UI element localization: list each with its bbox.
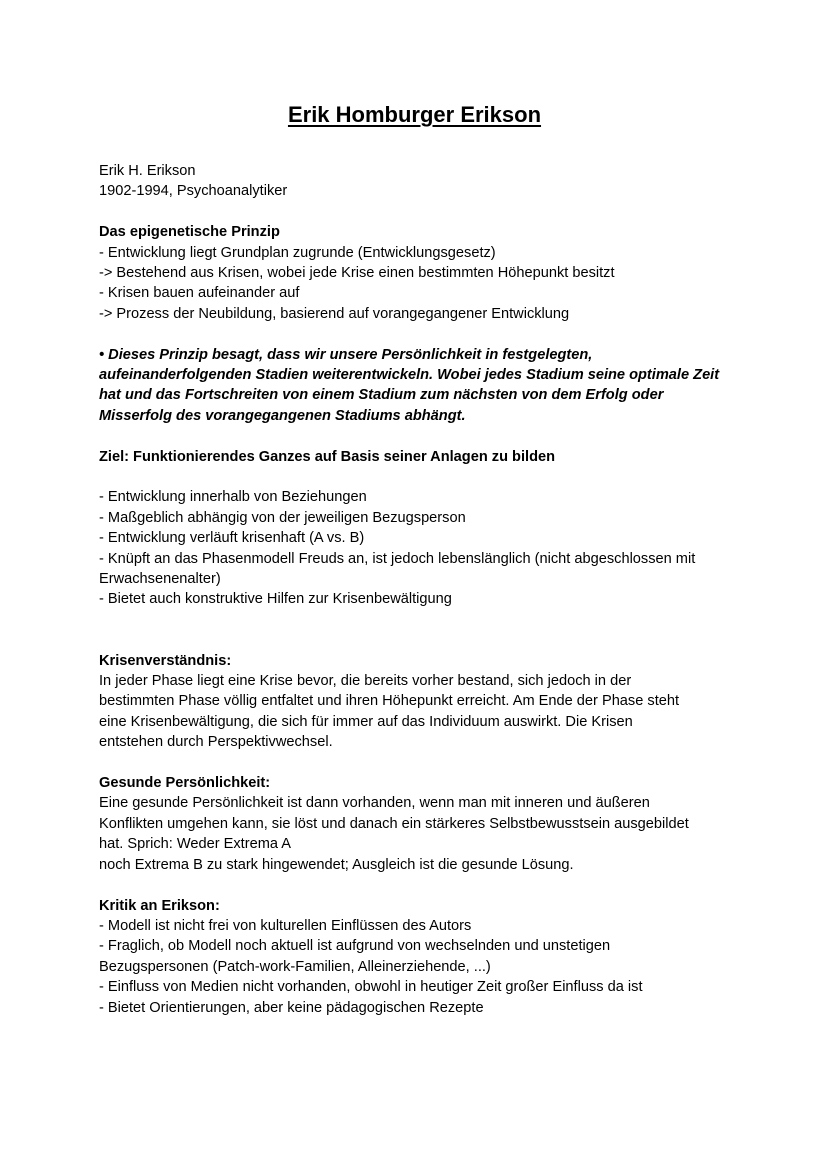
critique-line: - Fraglich, ob Modell noch aktuell ist aufgrund von wechselnden und unstetigen (99, 938, 611, 955)
epigenetic-point: - Krisen bauen aufeinander auf (99, 285, 300, 302)
epigenetic-point: - Entwicklung liegt Grundplan zugrunde (Entwicklungsgesetz) (99, 244, 496, 261)
spacer (99, 202, 730, 222)
development-point: Erwachsenenalter) (99, 571, 221, 588)
author-intro (99, 161, 730, 202)
healthy-personality-section (99, 773, 730, 875)
epigenetic-point: -> Bestehend aus Krisen, wobei jede Krise einen bestimmten Höhepunkt besitzt (99, 265, 615, 282)
principle-line: • Dieses Prinzip besagt, dass wir unsere Persönlichkeit in festgelegten, (99, 346, 593, 363)
healthy-line: Eine gesunde Persönlichkeit ist dann vorhanden, wenn man mit inneren und äußeren (99, 795, 650, 812)
critique-line: - Einfluss von Medien nicht vorhanden, obwohl in heutiger Zeit großer Einfluss da ist (99, 979, 643, 996)
development-point: - Maßgeblich abhängig von der jeweiligen Bezugsperson (99, 509, 466, 526)
healthy-heading: Gesunde Persönlichkeit: (99, 775, 271, 792)
development-point: - Entwicklung innerhalb von Beziehungen (99, 489, 367, 506)
development-list (99, 487, 730, 609)
healthy-line: hat. Sprich: Weder Extrema A (99, 836, 291, 853)
crisis-heading: Krisenverständnis: (99, 652, 232, 669)
critique-heading: Kritik an Erikson: (99, 897, 220, 914)
page-title: Erik Homburger Erikson (287, 102, 542, 127)
healthy-line: noch Extrema B zu stark hingewendet; Ausgleich ist die gesunde Lösung. (99, 856, 574, 873)
spacer (99, 610, 730, 630)
critique-line: Bezugspersonen (Patch-work-Familien, Alleinerziehende, ...) (99, 958, 491, 975)
principle-line: aufeinanderfolgenden Stadien weiterentwickeln. Wobei jedes Stadium seine optimale Zeit (99, 367, 720, 384)
critique-section (99, 896, 730, 1018)
spacer (99, 467, 730, 487)
crisis-section (99, 651, 730, 753)
crisis-line: bestimmten Phase völlig entfaltet und ihren Höhepunkt erreicht. Am Ende der Phase steht (99, 693, 680, 710)
crisis-line: entstehen durch Perspektivwechsel. (99, 734, 333, 751)
development-point: - Knüpft an das Phasenmodell Freuds an, ist jedoch lebenslänglich (nicht abgeschlossen mit (99, 550, 696, 567)
epigenetic-section (99, 222, 730, 324)
spacer (99, 753, 730, 773)
epigenetic-point: -> Prozess der Neubildung, basierend auf vorangegangener Entwicklung (99, 305, 570, 322)
principle-statement (99, 345, 730, 427)
crisis-line: eine Krisenbewältigung, die sich für immer auf das Individuum auswirkt. Die Krisen (99, 713, 633, 730)
principle-line: hat und das Fortschreiten von einem Stadium zum nächsten von dem Erfolg oder (99, 387, 664, 404)
spacer (99, 426, 730, 446)
crisis-line: In jeder Phase liegt eine Krise bevor, die bereits vorher bestand, sich jedoch in der (99, 673, 632, 690)
critique-line: - Bietet Orientierungen, aber keine pädagogischen Rezepte (99, 999, 484, 1016)
epigenetic-heading: Das epigenetische Prinzip (99, 224, 280, 241)
spacer (99, 630, 730, 650)
development-point: - Bietet auch konstruktive Hilfen zur Krisenbewältigung (99, 591, 452, 608)
critique-line: - Modell ist nicht frei von kulturellen Einflüssen des Autors (99, 917, 472, 934)
principle-line: Misserfolg des vorangegangenen Stadiums abhängt. (99, 407, 466, 424)
development-point: - Entwicklung verläuft krisenhaft (A vs. B) (99, 530, 365, 547)
author-name: Erik H. Erikson (99, 163, 196, 179)
healthy-line: Konflikten umgehen kann, sie löst und danach ein stärkeres Selbstbewusstsein ausgebildet (99, 815, 689, 832)
spacer (99, 875, 730, 895)
author-dates: 1902-1994, Psychoanalytiker (99, 183, 288, 200)
goal-heading: Ziel: Funktionierendes Ganzes auf Basis seiner Anlagen zu bilden (99, 448, 556, 465)
spacer (99, 324, 730, 344)
